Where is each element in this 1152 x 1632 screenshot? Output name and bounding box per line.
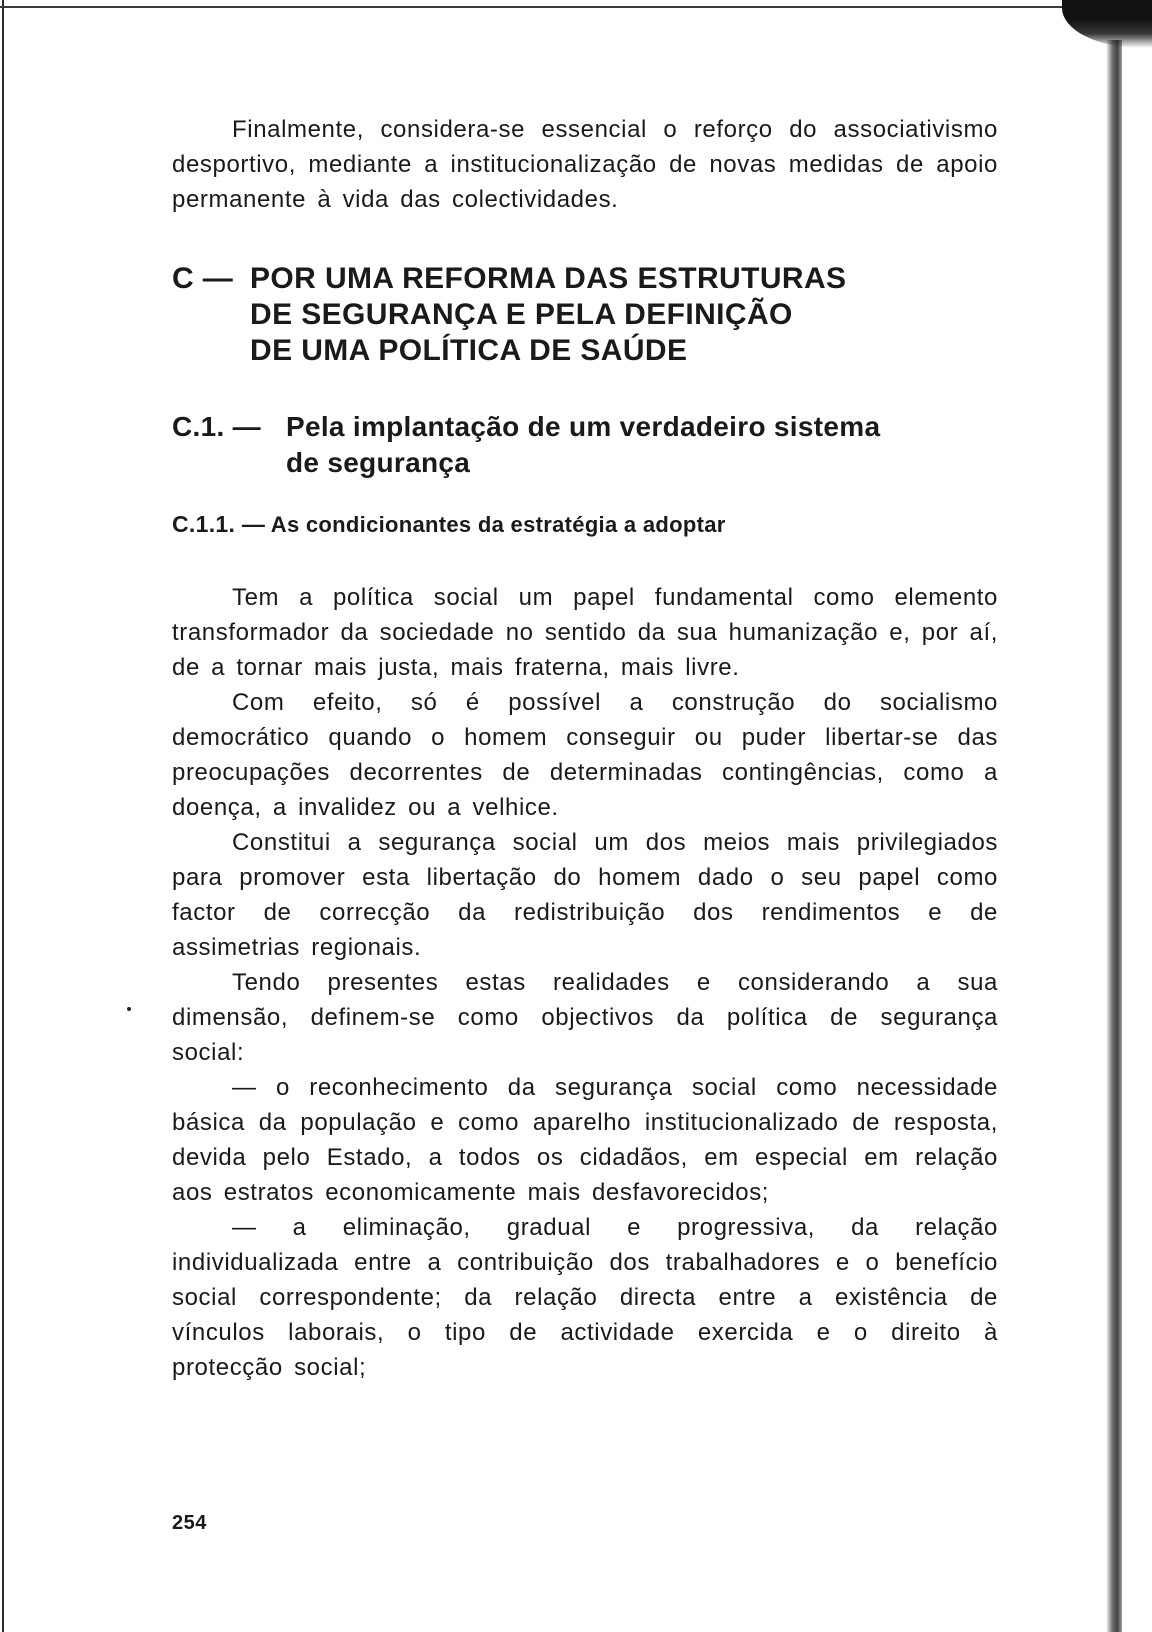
objective-item-1: — o reconhecimento da segurança social como necessidade básica da população e como aparelho institucionalizado de resposta, devida pelo Estado, a todos os cidadãos, em especial em relação aos estratos economicamente mais desfavorecidos; [172, 1074, 998, 1206]
paragraph-4: Tendo presentes estas realidades e considerando a sua dimensão, definem-se como objectivos da política de segurança social: [172, 969, 998, 1066]
scan-margin-right [1122, 40, 1152, 1632]
paragraph-3: Constitui a segurança social um dos meios mais privilegiados para promover esta libertação do homem dado o seu papel como factor de correcção da redistribuição dos rendimentos e de assimetrias regionais. [172, 829, 998, 961]
paragraph-1: Tem a política social um papel fundamental como elemento transformador da sociedade no sentido da sua humanização e, por aí, de a tornar mais justa, mais fraterna, mais livre. [172, 584, 999, 681]
section-c-title [250, 261, 846, 369]
paragraph-2: Com efeito, só é possível a construção do socialismo democrático quando o homem conseguir ou puder libertar-se das preocupações decorrentes de determinadas contingências, como a doença, a invalidez ou a velhice. [172, 689, 998, 821]
section-c1-title [286, 409, 880, 481]
section-c-title-line-1: POR UMA REFORMA DAS ESTRUTURAS [250, 262, 847, 295]
section-c11-label: C.1.1. — [172, 511, 266, 537]
page-number: 254 [172, 1512, 207, 1534]
intro-paragraph: Finalmente, considera-se essencial o reforço do associativismo desportivo, mediante a institucionalização de novas medidas de apoio permanente à vida das colectividades. [172, 116, 998, 213]
book-spine-corner [1062, 0, 1152, 48]
section-c-heading [172, 261, 998, 369]
section-c1-label: C.1. — [172, 411, 261, 442]
section-c11-heading [172, 509, 998, 540]
section-c11-title: As condicionantes da estratégia a adoptar [270, 512, 726, 537]
scan-speck [127, 1007, 131, 1011]
scan-edge-top [0, 6, 1080, 8]
scan-edge-left [2, 0, 4, 1632]
section-c1-title-line-2: de segurança [286, 447, 471, 478]
objective-item-2: — a eliminação, gradual e progressiva, da relação individualizada entre a contribuição dos trabalhadores e o benefício social correspondente; da relação directa entre a existência de vínculos laborais, o tipo de actividade exercida e o direito à protecção social; [172, 1214, 998, 1381]
section-c-title-line-3: DE UMA POLÍTICA DE SAÚDE [250, 334, 688, 367]
book-spine-shadow [1106, 40, 1122, 1632]
section-c-title-line-2: DE SEGURANÇA E PELA DEFINIÇÃO [250, 298, 793, 331]
section-c1-title-line-1: Pela implantação de um verdadeiro sistema [286, 411, 881, 442]
page-content [172, 112, 998, 1385]
section-c-label: C — [172, 262, 234, 295]
section-c1-heading [172, 409, 998, 481]
